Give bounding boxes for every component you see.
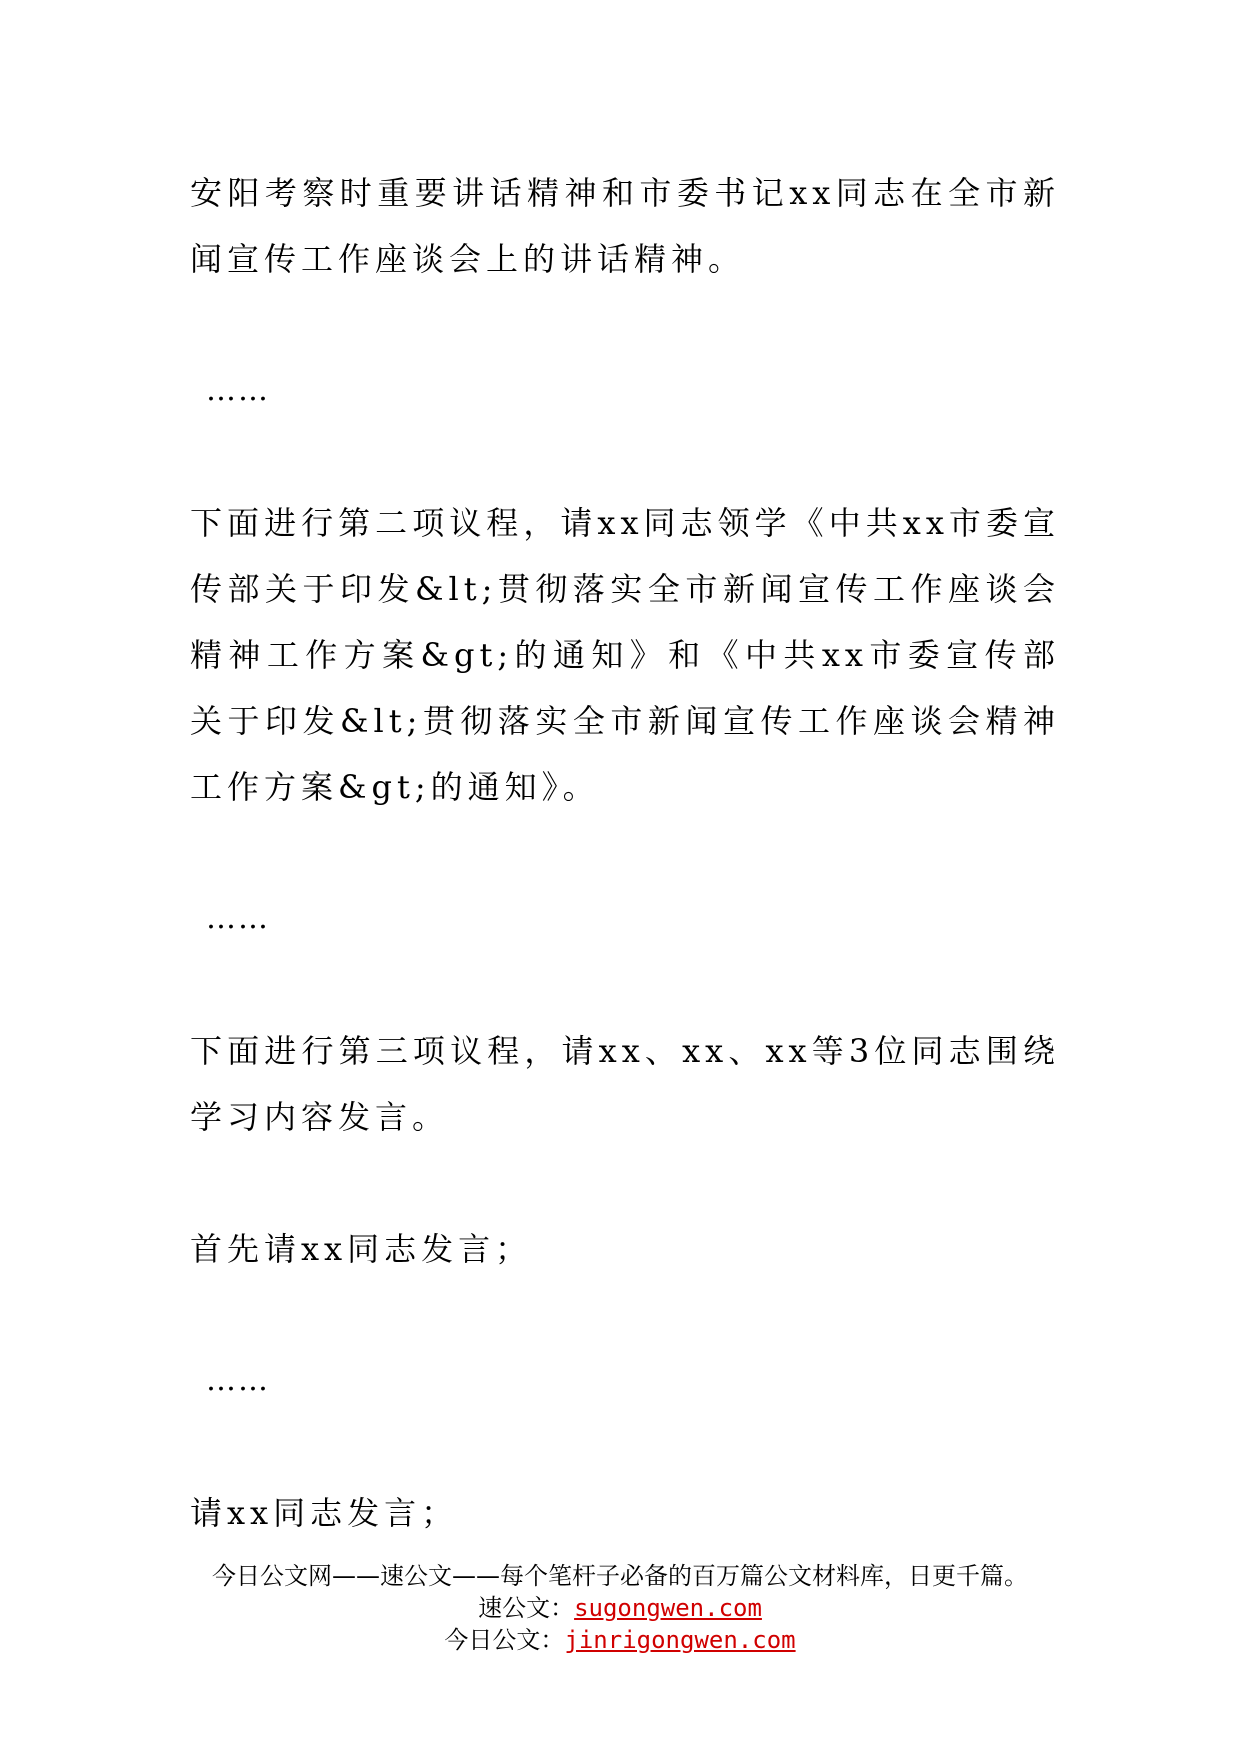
- footer-link1-label: 速公文：: [478, 1594, 575, 1622]
- page-footer: [0, 1560, 1240, 1656]
- jinrigongwen-link[interactable]: jinrigongwen.com: [564, 1626, 796, 1654]
- footer-link2-label: 今日公文：: [444, 1626, 565, 1654]
- paragraph-agenda-2: 下面进行第二项议程，请xx同志领学《中共xx市委宣传部关于印发&lt;贯彻落实全市新闻宣传工作座谈会精神工作方案&gt;的通知》和《中共xx市委宣传部关于印发&lt;贯彻落实全市新闻宣传工作座谈会精神工作方案&gt;的通知》。: [190, 504, 1060, 806]
- sugongwen-link[interactable]: sugongwen.com: [574, 1594, 762, 1622]
- paragraph-agenda-3: 下面进行第三项议程，请xx、xx、xx等3位同志围绕学习内容发言。: [190, 1032, 1060, 1136]
- document-body: [190, 160, 1060, 1546]
- paragraph-next-speaker: 请xx同志发言；: [190, 1494, 459, 1532]
- ellipsis-2: ……: [206, 901, 270, 936]
- paragraph-1: 安阳考察时重要讲话精神和市委书记xx同志在全市新闻宣传工作座谈会上的讲话精神。: [190, 174, 1060, 278]
- paragraph-first-speaker: 首先请xx同志发言；: [190, 1230, 533, 1268]
- footer-tagline: 今日公文网——速公文——每个笔杆子必备的百万篇公文材料库，日更千篇。: [212, 1562, 1028, 1590]
- footer-link-row-2: [0, 1624, 1240, 1656]
- ellipsis-1: ……: [206, 373, 270, 408]
- ellipsis-3: ……: [206, 1363, 270, 1398]
- footer-link-row-1: [0, 1592, 1240, 1624]
